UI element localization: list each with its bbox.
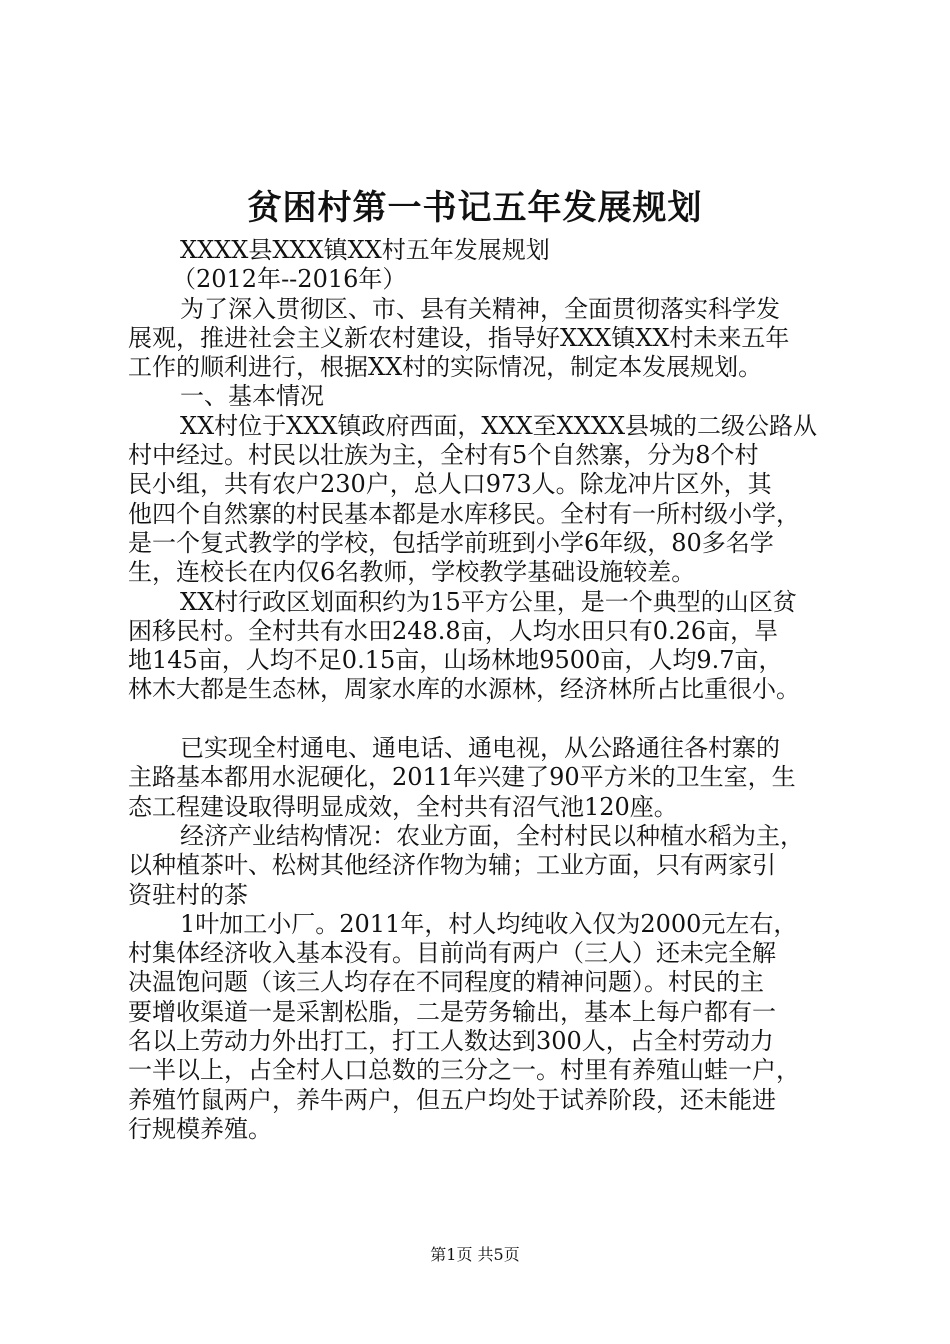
paragraph-line: 村中经过。村民以壮族为主，全村有5个自然寨，分为8个村 <box>128 441 759 470</box>
paragraph-line: 要增收渠道一是采割松脂，二是劳务输出，基本上每户都有一 <box>128 997 776 1026</box>
paragraph-line: XX村行政区划面积约为15平方公里，是一个典型的山区贫 <box>180 587 797 616</box>
paragraph-line: 地145亩，人均不足0.15亩，山场林地9500亩，人均9.7亩， <box>128 646 783 675</box>
paragraph-line: 主路基本都用水泥硬化，2011年兴建了90平方米的卫生室，生 <box>128 763 796 792</box>
subtitle-line: XXXX县XXX镇XX村五年发展规划 <box>180 236 550 264</box>
paragraph-line: 养殖竹鼠两户，养牛两户，但五户均处于试养阶段，还未能进 <box>128 1085 776 1114</box>
document-title: 贫困村第一书记五年发展规划 <box>247 188 703 228</box>
section-heading: 一、基本情况 <box>180 382 324 411</box>
paragraph-line: 行规模养殖。 <box>128 1114 272 1143</box>
paragraph-line: 已实现全村通电、通电话、通电视，从公路通往各村寨的 <box>180 734 780 763</box>
paragraph-line: 一半以上，占全村人口总数的三分之一。村里有养殖山蛙一户， <box>128 1056 800 1085</box>
paragraph-line: 以种植茶叶、松树其他经济作物为辅；工业方面，只有两家引 <box>128 851 776 880</box>
paragraph-line: 经济产业结构情况：农业方面，全村村民以种植水稻为主， <box>180 821 804 850</box>
paragraph-line: 他四个自然寨的村民基本都是水库移民。全村有一所村级小学， <box>128 499 800 528</box>
paragraph-line: 是一个复式教学的学校，包括学前班到小学6年级，80多名学 <box>128 528 774 557</box>
page-footer: 第1页 共5页 <box>430 1245 520 1264</box>
paragraph-line: 生，连校长在内仅6名教师，学校教学基础设施较差。 <box>128 558 696 587</box>
paragraph-line: 林木大都是生态林，周家水库的水源林，经济林所占比重很小。 <box>128 675 800 704</box>
paragraph-line: 资驻村的茶 <box>128 880 248 909</box>
paragraph-line: 决温饱问题（该三人均存在不同程度的精神问题）。村民的主 <box>128 968 764 997</box>
paragraph-line: 困移民村。全村共有水田248.8亩，人均水田只有0.26亩，旱 <box>128 616 779 645</box>
paragraph-line: 名以上劳动力外出打工，打工人数达到300人，占全村劳动力 <box>128 1027 774 1056</box>
paragraph-line: XX村位于XXX镇政府西面，XXX至XXXX县城的二级公路从 <box>180 411 818 440</box>
paragraph-line: 态工程建设取得明显成效，全村共有沼气池120座。 <box>128 792 678 821</box>
paragraph-line: 民小组，共有农户230户，总人口973人。除龙冲片区外，其 <box>128 470 772 499</box>
paragraph-line: 展观，推进社会主义新农村建设，指导好XXX镇XX村未来五年 <box>128 323 790 352</box>
document-body <box>128 236 828 1144</box>
date-range-line: （2012年--2016年） <box>172 265 407 294</box>
paragraph-line: 工作的顺利进行，根据XX村的实际情况，制定本发展规划。 <box>128 353 763 382</box>
paragraph-line: 为了深入贯彻区、市、县有关精神，全面贯彻落实科学发 <box>180 294 780 323</box>
paragraph-line: 村集体经济收入基本没有。目前尚有两户（三人）还未完全解 <box>128 939 776 968</box>
paragraph-line: 1叶加工小厂。2011年，村人均纯收入仅为2000元左右， <box>180 909 798 938</box>
blank-line <box>128 705 828 734</box>
